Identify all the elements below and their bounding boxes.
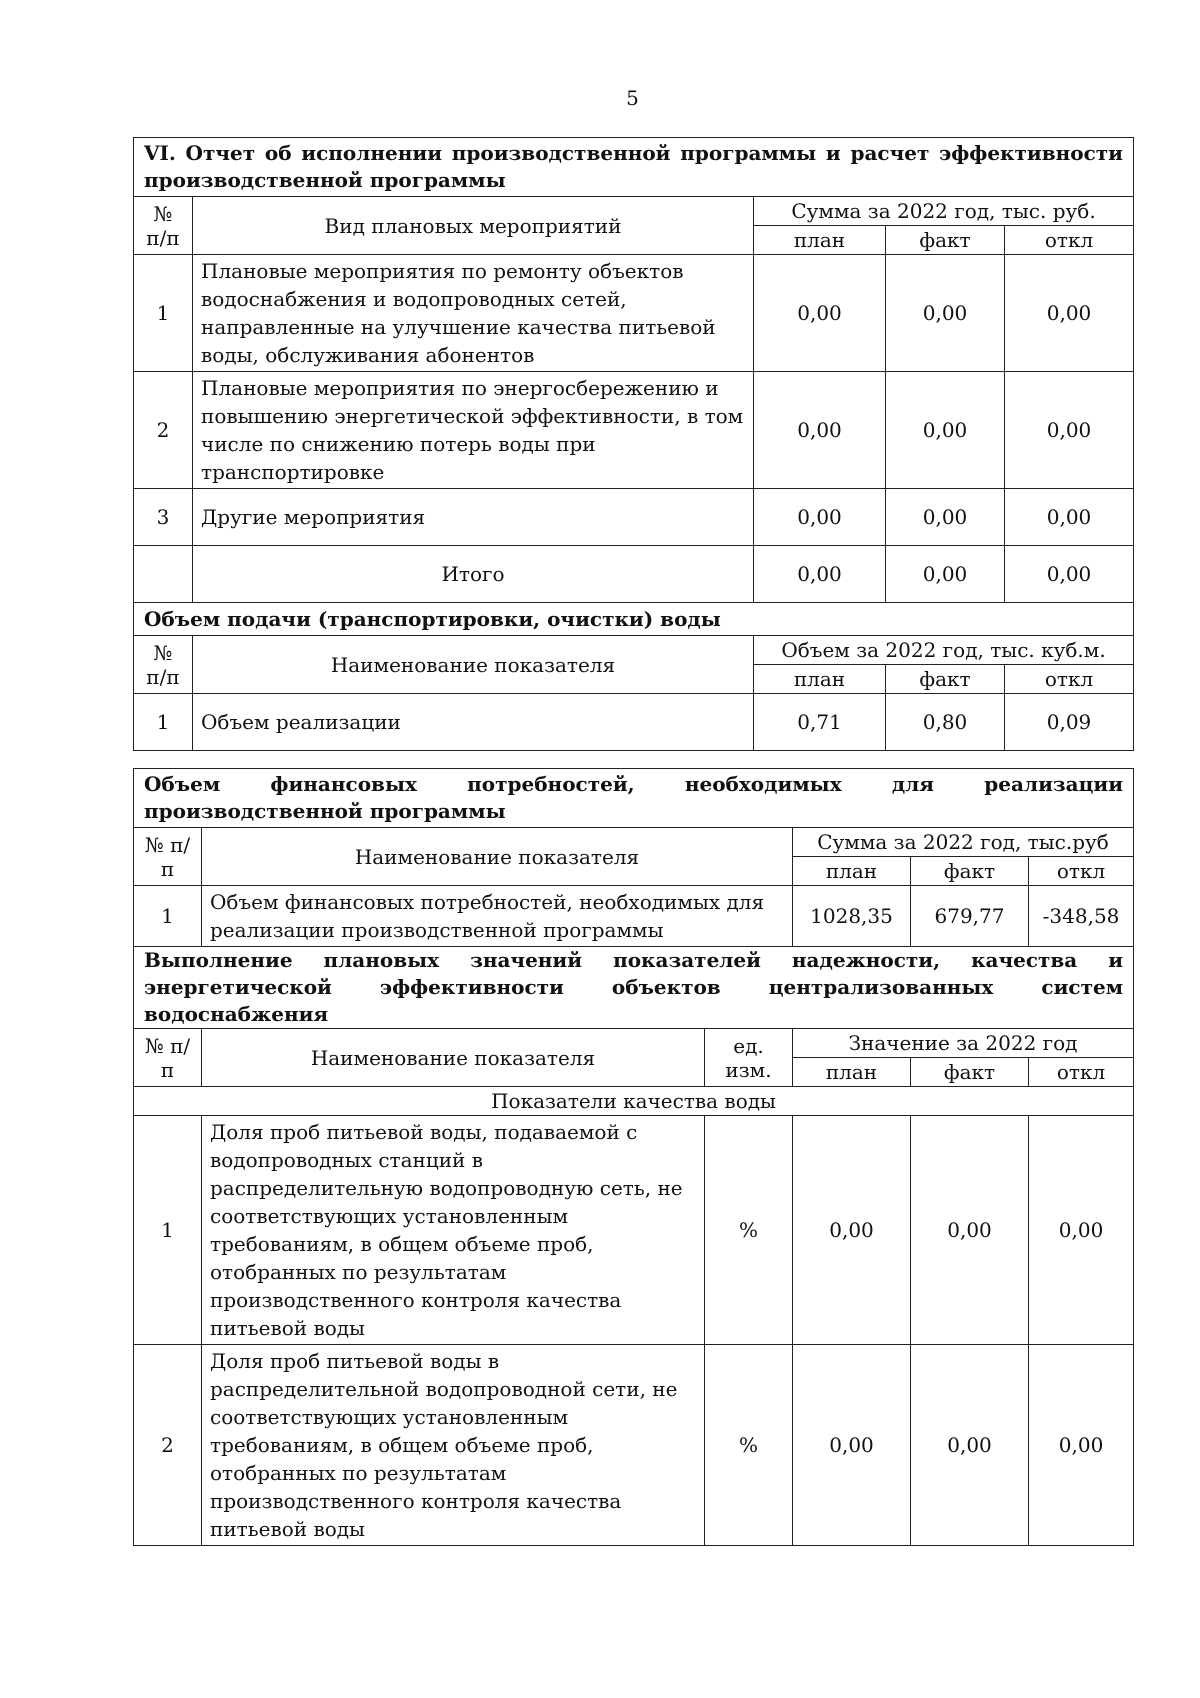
column-header-indicator: Наименование показателя — [193, 636, 754, 694]
section-heading-report: VI. Отчет об исполнении производственной программы и расчет эффективности производственной программы — [134, 138, 1134, 197]
deviation-value: 0,00 — [1029, 1345, 1134, 1546]
row-number: 1 — [134, 694, 193, 751]
section-heading-finance: Объем финансовых потребностей, необходимых для реализации производственной программы — [134, 769, 1134, 828]
row-number: 3 — [134, 489, 193, 546]
row-number-empty — [134, 546, 193, 603]
table-row — [134, 489, 1134, 546]
table-row — [134, 886, 1134, 947]
table-row — [134, 1116, 1134, 1345]
unit-value: % — [705, 1116, 793, 1345]
plan-value: 1028,35 — [793, 886, 911, 947]
column-header-deviation: откл — [1005, 226, 1134, 255]
section-heading-volume: Объем подачи (транспортировки, очистки) воды — [134, 603, 1134, 636]
production-program-report-table — [133, 137, 1134, 751]
deviation-value: -348,58 — [1029, 886, 1134, 947]
column-header-deviation: откл — [1005, 665, 1134, 694]
column-header-number: № п/п — [134, 197, 193, 255]
plan-value: 0,00 — [754, 489, 886, 546]
subheading-water-quality: Показатели качества воды — [134, 1087, 1134, 1116]
column-header-deviation: откл — [1029, 1058, 1134, 1087]
total-fact-value: 0,00 — [886, 546, 1005, 603]
column-header-indicator: Наименование показателя — [202, 1029, 705, 1087]
row-number: 1 — [134, 1116, 202, 1345]
table-row — [134, 372, 1134, 489]
indicator-name: Доля проб питьевой воды, подаваемой с водопроводных станций в распределительную водопроводную сеть, не соответствующих установленным требованиям, в общем объеме проб, отобранных по результатам производственного контроля качества питьевой воды — [202, 1116, 705, 1345]
financial-and-quality-table — [133, 768, 1134, 1546]
column-header-plan: план — [793, 857, 911, 886]
indicator-name: Доля проб питьевой воды в распределительной водопроводной сети, не соответствующих установленным требованиям, в общем объеме проб, отобранных по результатам производственного контроля качества питьевой воды — [202, 1345, 705, 1546]
table-row — [134, 694, 1134, 751]
fact-value: 679,77 — [911, 886, 1029, 947]
total-deviation-value: 0,00 — [1005, 546, 1134, 603]
fact-value: 0,00 — [911, 1116, 1029, 1345]
indicator-name: Объем реализации — [193, 694, 754, 751]
column-header-number: № п/п — [134, 1029, 202, 1087]
column-header-fact: факт — [911, 1058, 1029, 1087]
total-plan-value: 0,00 — [754, 546, 886, 603]
plan-value: 0,00 — [793, 1345, 911, 1546]
indicator-name: Объем финансовых потребностей, необходимых для реализации производственной программы — [202, 886, 793, 947]
deviation-value: 0,00 — [1005, 489, 1134, 546]
column-header-activity: Вид плановых мероприятий — [193, 197, 754, 255]
deviation-value: 0,00 — [1005, 255, 1134, 372]
plan-value: 0,71 — [754, 694, 886, 751]
plan-value: 0,00 — [754, 255, 886, 372]
fact-value: 0,00 — [886, 372, 1005, 489]
column-header-unit: ед. изм. — [705, 1029, 793, 1087]
table-row — [134, 1345, 1134, 1546]
column-header-number: № п/п — [134, 828, 202, 886]
column-header-deviation: откл — [1029, 857, 1134, 886]
activity-name: Плановые мероприятия по ремонту объектов водоснабжения и водопроводных сетей, направленные на улучшение качества питьевой воды, обслуживания абонентов — [193, 255, 754, 372]
row-number: 2 — [134, 372, 193, 489]
activity-name: Другие мероприятия — [193, 489, 754, 546]
fact-value: 0,00 — [911, 1345, 1029, 1546]
column-header-indicator: Наименование показателя — [202, 828, 793, 886]
column-header-fact: факт — [886, 665, 1005, 694]
column-header-fact: факт — [886, 226, 1005, 255]
column-header-plan: план — [754, 226, 886, 255]
unit-value: % — [705, 1345, 793, 1546]
column-header-number: № п/п — [134, 636, 193, 694]
total-row — [134, 546, 1134, 603]
column-header-plan: план — [754, 665, 886, 694]
total-label: Итого — [193, 546, 754, 603]
column-group-value-2022: Значение за 2022 год — [793, 1029, 1134, 1058]
row-number: 2 — [134, 1345, 202, 1546]
row-number: 1 — [134, 255, 193, 372]
deviation-value: 0,00 — [1029, 1116, 1134, 1345]
deviation-value: 0,00 — [1005, 372, 1134, 489]
plan-value: 0,00 — [793, 1116, 911, 1345]
fact-value: 0,80 — [886, 694, 1005, 751]
plan-value: 0,00 — [754, 372, 886, 489]
deviation-value: 0,09 — [1005, 694, 1134, 751]
column-header-fact: факт — [911, 857, 1029, 886]
column-header-plan: план — [793, 1058, 911, 1087]
row-number: 1 — [134, 886, 202, 947]
section-heading-quality: Выполнение плановых значений показателей надежности, качества и энергетической эффективности объектов централизованных систем водоснабжения — [134, 947, 1134, 1029]
fact-value: 0,00 — [886, 255, 1005, 372]
fact-value: 0,00 — [886, 489, 1005, 546]
activity-name: Плановые мероприятия по энергосбережению и повышению энергетической эффективности, в том числе по снижению потерь воды при транспортировке — [193, 372, 754, 489]
page-number: 5 — [626, 86, 639, 110]
column-group-volume-2022: Объем за 2022 год, тыс. куб.м. — [754, 636, 1134, 665]
column-group-sum-2022: Сумма за 2022 год, тыс.руб — [793, 828, 1134, 857]
table-row — [134, 255, 1134, 372]
column-group-sum-2022: Сумма за 2022 год, тыс. руб. — [754, 197, 1134, 226]
